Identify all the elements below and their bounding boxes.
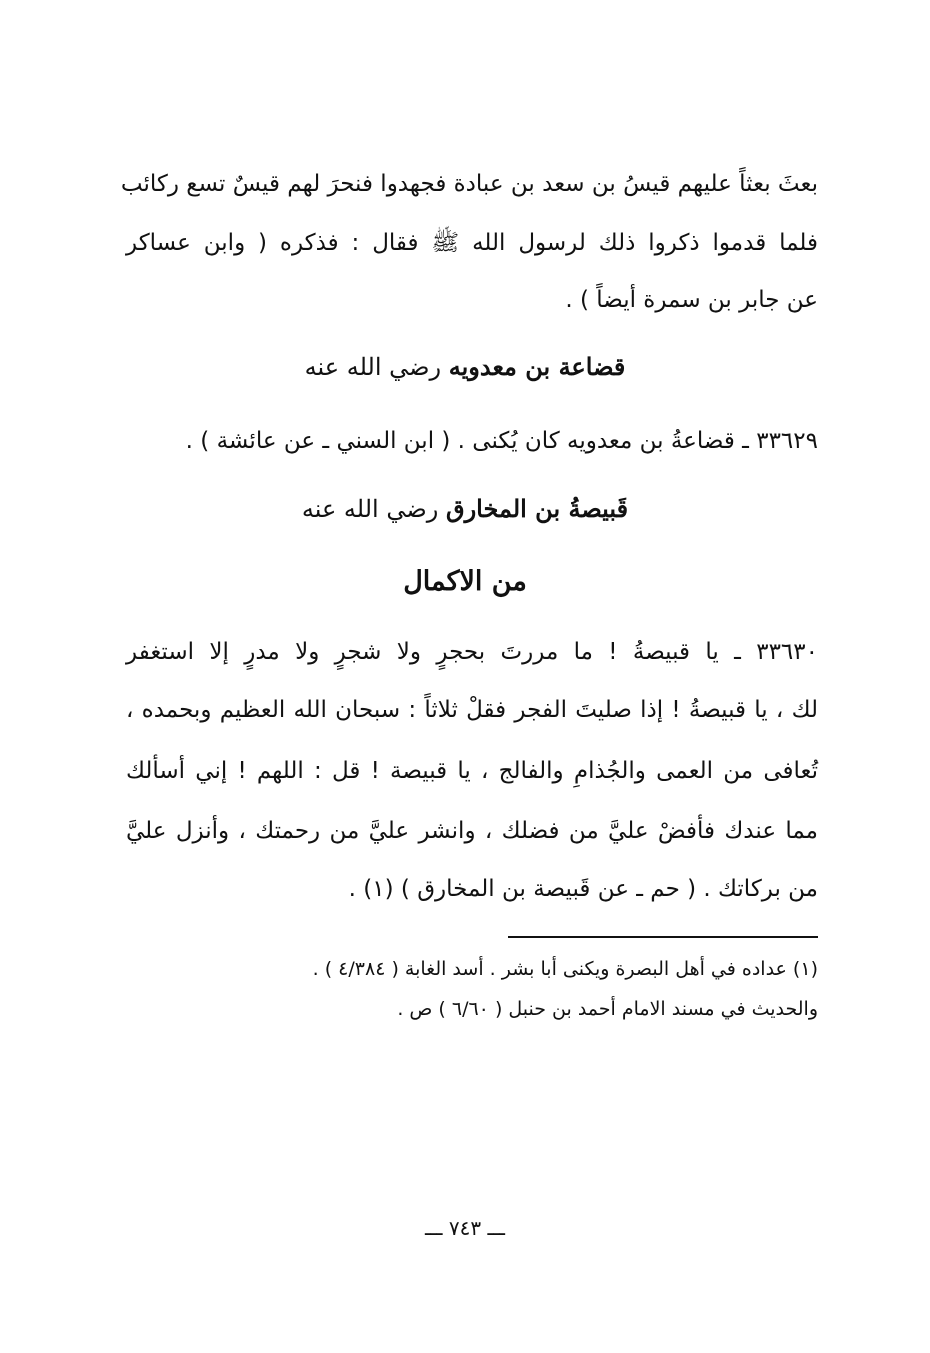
heading-name: قضاعة بن معدويه <box>448 352 626 381</box>
section-heading-qudaa <box>0 350 930 384</box>
footnote-line: والحديث في مسند الامام أحمد بن حنبل ( ٦/٦٠ ) ص . <box>397 998 818 1020</box>
heading-blessing: رضي الله عنه <box>304 353 442 381</box>
heading-name: قَبيصةُ بن المخارق <box>445 494 629 523</box>
text-line: مما عندك فأفضْ عليَّ من فضلك ، وانشر عليَّ من رحمتك ، وأنزل عليَّ <box>126 818 818 844</box>
text-line: عن جابر بن سمرة أيضاً ) . <box>565 287 818 313</box>
footnote-line: (١) عداده في أهل البصرة ويكنى أبا بشر . أسد الغابة ( ٤/٣٨٤ ) . <box>312 958 818 980</box>
text-line: فلما قدموا ذكروا ذلك لرسول الله ﷺ فقال : فذكره ( وابن عساكر <box>126 230 818 256</box>
text-line: ٣٣٦٣٠ ـ يا قبيصةُ ! ما مررتَ بحجرٍ ولا شجرٍ ولا مدرٍ إلا استغفر <box>126 639 818 665</box>
text-line: لك ، يا قبيصةُ ! إذا صليتَ الفجر فقلْ ثلاثاً : سبحان الله العظيم وبحمده ، <box>126 697 818 723</box>
page-number: ـــ ٧٤٣ ـــ <box>424 1216 506 1240</box>
text-line: من بركاتك . ( حم ـ عن قَبيصة بن المخارق ) (١) . <box>348 876 818 902</box>
sub-heading: من الاكمال <box>403 566 527 597</box>
hadith-entry: ٣٣٦٢٩ ـ قضاعةُ بن معدويه كان يُكنى . ( ابن السني ـ عن عائشة ) . <box>185 428 818 454</box>
heading-blessing: رضي الله عنه <box>301 495 439 523</box>
text-line: بعثَ بعثاً عليهم قيسُ بن سعد بن عبادة فجهدوا فنحرَ لهم قيسٌ تسع ركائب <box>120 171 818 197</box>
footnote-divider <box>508 936 818 938</box>
text-line: تُعافى من العمى والجُذامِ والفالج ، يا قبيصة ! قل : اللهم ! إني أسألك <box>126 758 818 784</box>
section-heading-qabisa <box>0 492 930 526</box>
